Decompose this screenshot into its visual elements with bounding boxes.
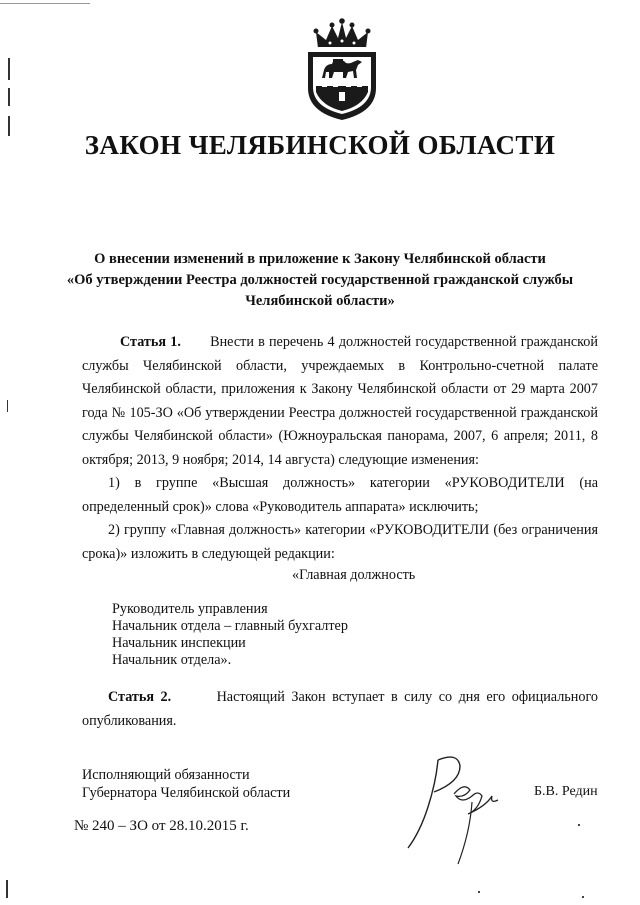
article-2-paragraph bbox=[82, 686, 598, 733]
law-number-date: № 240 – ЗО от 28.10.2015 г. bbox=[74, 818, 249, 834]
subtitle-line: «Об утверждении Реестра должностей государственной гражданской службы bbox=[66, 272, 574, 288]
subtitle-line: О внесении изменений в приложение к Закону Челябинской области bbox=[94, 251, 546, 267]
signer-position bbox=[82, 766, 290, 802]
signer-name: Б.В. Редин bbox=[534, 784, 598, 799]
position-item: Начальник отдела». bbox=[112, 652, 232, 668]
scan-speck bbox=[582, 896, 584, 898]
coat-of-arms-emblem bbox=[300, 18, 384, 122]
article-1-text: Внести в перечень 4 должностей государственной гражданской службы Челябинской области, учреждаемых в Контрольно-счетной палате Челябинской области, приложения к Закону Челябинской области от 29 марта 2007 года № 105-ЗО «Об утверждении Реестра должностей государственной гражданской службы Челябинской области» (Южноуральская панорама, 2007, 6 апреля; 2011, 8 октября; 2013, 9 ноября; 2014, 14 августа) следующие изменения: bbox=[82, 334, 598, 468]
scan-edge-mark bbox=[8, 58, 10, 80]
position-item: Руководитель управления bbox=[112, 601, 268, 617]
signer-position-line: Губернатора Челябинской области bbox=[82, 785, 291, 801]
law-subtitle bbox=[60, 249, 580, 312]
scan-edge-mark bbox=[7, 400, 8, 412]
article-1-paragraph bbox=[82, 331, 598, 472]
quote-heading: «Главная должность bbox=[292, 567, 416, 583]
law-title: ЗАКОН ЧЕЛЯБИНСКОЙ ОБЛАСТИ bbox=[84, 130, 556, 160]
article-1-label: Статья 1. bbox=[120, 334, 181, 350]
article-2-text: Настоящий Закон вступает в силу со дня его официального опубликования. bbox=[82, 689, 599, 729]
scan-speck bbox=[478, 891, 480, 893]
scan-speck bbox=[578, 824, 580, 826]
article-1-item-2: 2) группу «Главная должность» категории «РУКОВОДИТЕЛИ (без ограничения срока)» изложить в следующей редакции: bbox=[82, 522, 598, 562]
handwritten-signature bbox=[398, 752, 510, 870]
scan-edge-mark bbox=[6, 880, 8, 898]
signer-position-line: Исполняющий обязанности bbox=[82, 767, 250, 783]
scan-top-line bbox=[0, 3, 90, 4]
position-item: Начальник инспекции bbox=[112, 635, 246, 651]
position-item: Начальник отдела – главный бухгалтер bbox=[112, 618, 348, 634]
positions-list bbox=[112, 601, 348, 669]
article-2-label: Статья 2. bbox=[108, 689, 172, 705]
article-1-item-1: 1) в группе «Высшая должность» категории «РУКОВОДИТЕЛИ (на определенный срок)» слова «Руководитель аппарата» исключить; bbox=[82, 475, 598, 515]
scan-edge-mark bbox=[8, 88, 10, 106]
subtitle-line: Челябинской области» bbox=[245, 293, 395, 309]
